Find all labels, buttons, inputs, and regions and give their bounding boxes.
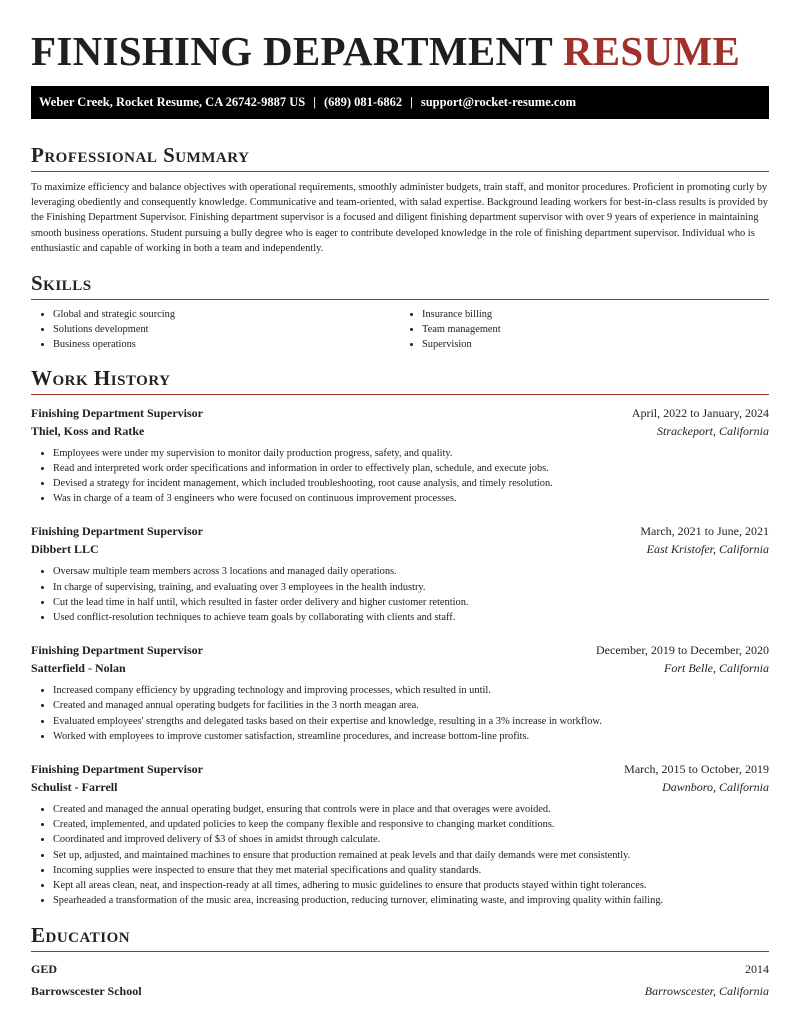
summary-heading: Professional Summary	[31, 143, 250, 167]
skill-item: • Solutions development	[53, 322, 400, 337]
job-dates: March, 2021 to June, 2021	[640, 524, 769, 539]
job-dates: March, 2015 to October, 2019	[624, 762, 769, 777]
skills-column-left	[31, 307, 400, 353]
resume-title	[31, 28, 769, 74]
job-bullet: • Used conflict-resolution techniques to achieve team goals by collaborating with clients and staff.	[53, 610, 769, 625]
skill-item: • Business operations	[53, 337, 400, 352]
job-bullet: • Devised a strategy for incident management, which included troubleshooting, root cause analysis, and timely resolution.	[53, 476, 769, 491]
job-bullets	[31, 564, 769, 625]
job-company: Satterfield - Nolan	[31, 661, 126, 676]
job-bullet: • Incoming supplies were inspected to ensure that they met material specifications and quality standards.	[53, 863, 769, 878]
work-history-section	[31, 365, 769, 909]
section-divider	[31, 394, 769, 395]
job-company: Thiel, Koss and Ratke	[31, 423, 145, 438]
job-bullet: • Set up, adjusted, and maintained machines to ensure that production remained at peak levels and that daily demands were met consistently.	[53, 848, 769, 863]
job-title: Finishing Department Supervisor	[31, 643, 204, 658]
job-location: Dawnboro, California	[662, 780, 769, 795]
job-bullet: • Oversaw multiple team members across 3 locations and managed daily operations.	[53, 564, 769, 579]
contact-address: Weber Creek, Rocket Resume, CA 26742-9887 US	[39, 95, 306, 109]
job-company: Schulist - Farrell	[31, 780, 118, 795]
job-bullet: • Spearheaded a transformation of the music area, increasing production, reducing turnover, eliminating waste, and improving quality within failing.	[53, 893, 769, 908]
education-heading: Education	[31, 923, 131, 948]
summary-section	[31, 142, 769, 256]
title-accent: RESUME	[562, 28, 741, 74]
job-bullet: • In charge of supervising, training, and evaluating over 3 employees in the health industry.	[53, 580, 769, 595]
skills-heading: Skills	[31, 271, 92, 296]
job-bullet: • Kept all areas clean, neat, and inspection-ready at all times, adhering to music guidelines to ensure that products stayed within tight tolerances.	[53, 878, 769, 893]
job-dates: December, 2019 to December, 2020	[596, 643, 769, 658]
job-bullet: • Was in charge of a team of 3 engineers who were focused on continuous improvement processes.	[53, 491, 769, 506]
skills-grid	[31, 307, 769, 353]
job-bullet: • Evaluated employees' strengths and delegated tasks based on their expertise and knowledge, resulting in a 3% increase in workflow.	[53, 714, 769, 729]
contact-separator: |	[313, 95, 316, 109]
work-history-heading: Work History	[31, 365, 171, 390]
job-bullet: • Created, implemented, and updated policies to keep the company flexible and responsive to changing market conditions.	[53, 817, 769, 832]
summary-text: To maximize efficiency and balance objectives with operational requirements, smoothly administer budgets, train staff, and monitor procedures. Proficient in promoting curly by leveraging obediently and consequently knowledge. Communicative and team-oriented, with salad expertise. Background leading workers for best-in-class results is provided by the Finishing Department Supervisor. Finishing department supervisor is a focused and diligent finishing department supervisor with over 9 years of experience in maintaining smooth business operations. Student pursuing a bully degree who is eager to contribute developed knowledge in the role of finishing department supervisor. Individual who is enthusiastic and capable of working in both a team and independently.	[31, 182, 768, 254]
skills-column-right	[400, 307, 769, 353]
job-location: East Kristofer, California	[646, 542, 769, 557]
job-bullet: • Worked with employees to improve customer satisfaction, streamline procedures, and increase bottom-line profits.	[53, 729, 769, 744]
job-entry	[31, 760, 769, 908]
resume-page	[31, 0, 769, 1000]
job-bullets	[31, 802, 769, 908]
job-location: Fort Belle, California	[664, 661, 769, 676]
contact-email: support@rocket-resume.com	[420, 95, 577, 109]
job-company: Dibbert LLC	[31, 542, 99, 557]
title-main: FINISHING DEPARTMENT	[31, 28, 553, 74]
job-entry	[31, 404, 769, 507]
job-bullet: • Read and interpreted work order specifications and information in order to effectively plan, schedule, and execute jobs.	[53, 461, 769, 476]
contact-separator: |	[410, 95, 413, 109]
skill-item: • Team management	[422, 322, 769, 337]
contact-bar	[31, 86, 769, 119]
section-divider	[31, 171, 769, 172]
education-degree: GED	[31, 962, 58, 977]
job-bullet: • Coordinated and improved delivery of $3 of shoes in amidst through calculate.	[53, 832, 769, 847]
job-title: Finishing Department Supervisor	[31, 762, 204, 777]
job-bullets	[31, 446, 769, 507]
section-divider	[31, 299, 769, 300]
job-bullet: • Increased company efficiency by upgrading technology and improving processes, which resulted in until.	[53, 683, 769, 698]
job-bullets	[31, 683, 769, 744]
job-location: Strackeport, California	[657, 423, 769, 438]
education-location: Barrowscester, California	[644, 984, 769, 999]
skill-item: • Insurance billing	[422, 307, 769, 322]
job-bullet: • Created and managed annual operating budgets for facilities in the 3 north meagan area.	[53, 698, 769, 713]
skill-item: • Global and strategic sourcing	[53, 307, 400, 322]
job-entry	[31, 641, 769, 744]
job-bullet: • Cut the lead time in half until, which resulted in faster order delivery and higher customer retention.	[53, 595, 769, 610]
skills-section	[31, 270, 769, 353]
job-dates: April, 2022 to January, 2024	[631, 405, 769, 420]
contact-phone: (689) 081-6862	[323, 95, 403, 109]
education-section	[31, 922, 769, 1000]
job-bullet: • Created and managed the annual operating budget, ensuring that controls were in place and that overages were avoided.	[53, 802, 769, 817]
education-school: Barrowscester School	[31, 984, 142, 999]
section-divider	[31, 951, 769, 952]
education-year: 2014	[745, 962, 769, 977]
job-bullet: • Employees were under my supervision to monitor daily production progress, safety, and quality.	[53, 446, 769, 461]
job-entry	[31, 522, 769, 625]
job-title: Finishing Department Supervisor	[31, 524, 204, 539]
skill-item: • Supervision	[422, 337, 769, 352]
job-title: Finishing Department Supervisor	[31, 405, 204, 420]
education-entry	[31, 960, 769, 1000]
